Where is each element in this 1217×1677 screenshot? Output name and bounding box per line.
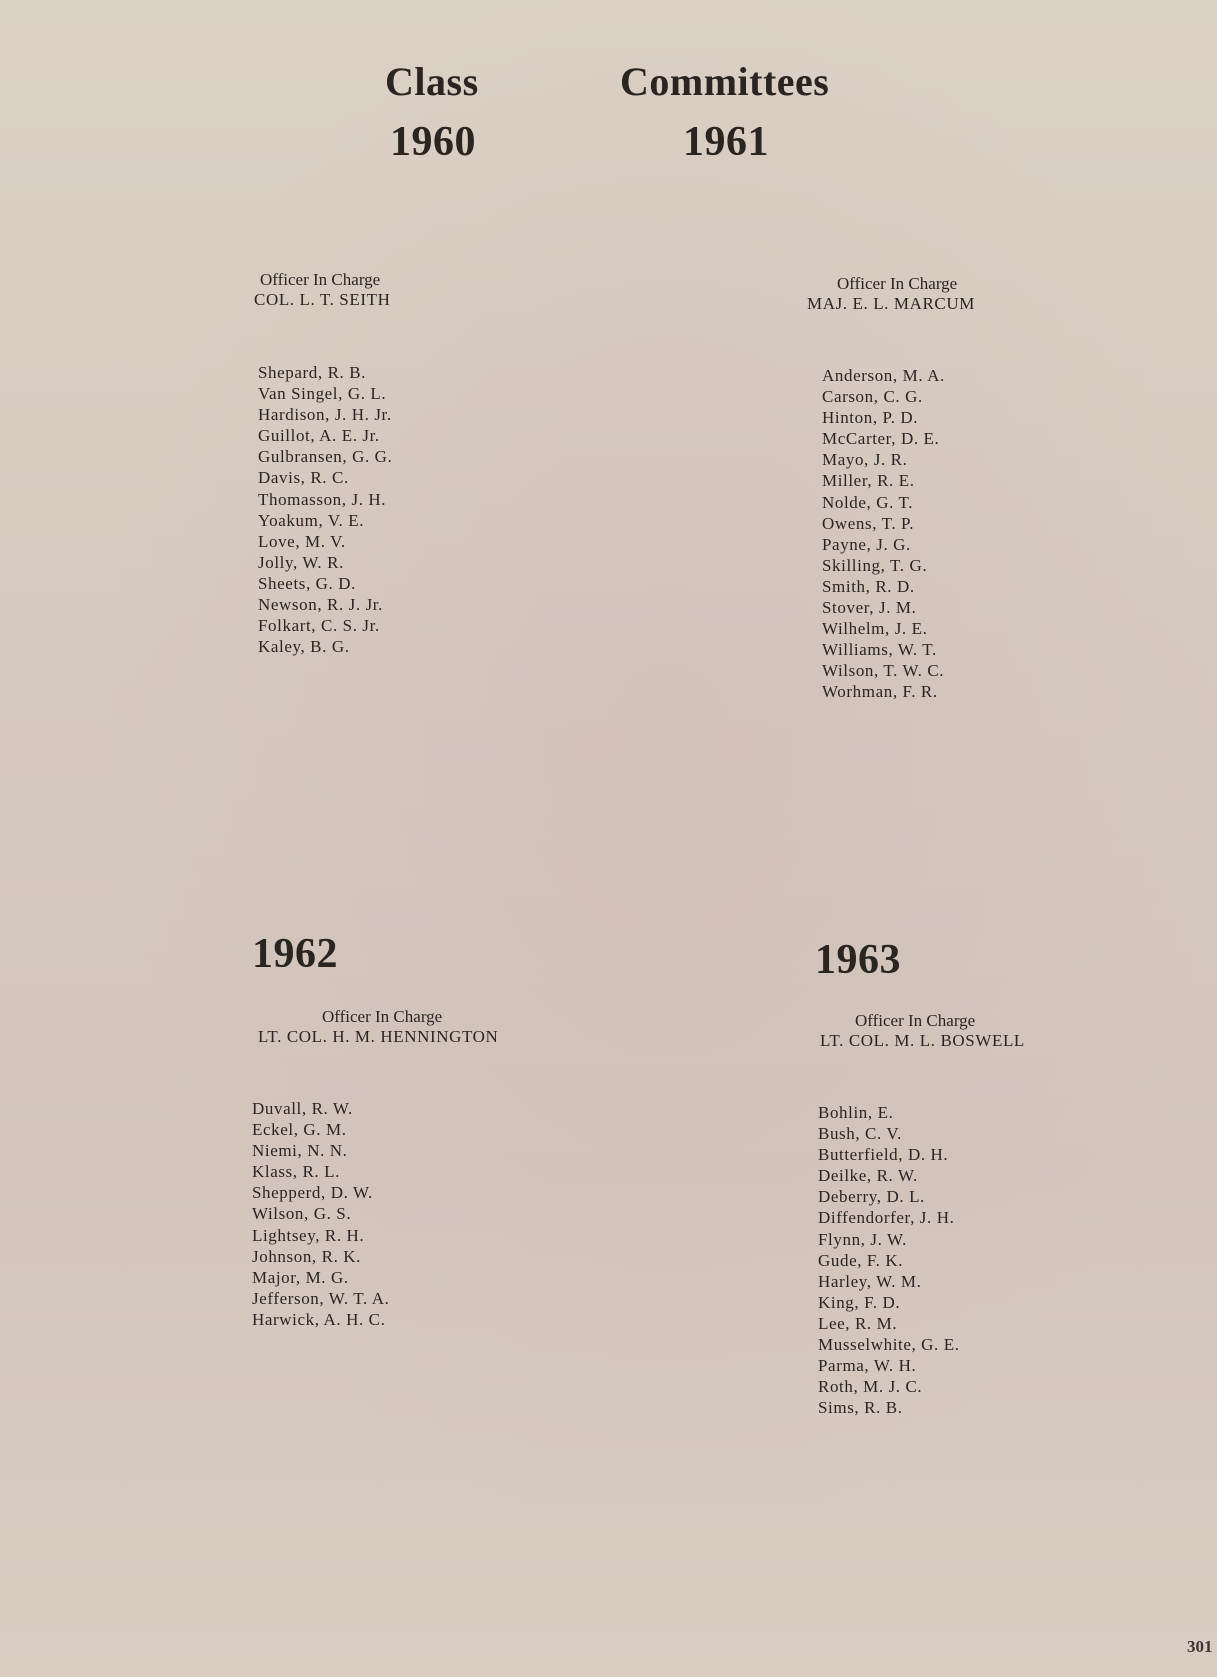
member-name: McCarter, D. E. bbox=[822, 429, 940, 449]
member-name: Thomasson, J. H. bbox=[258, 489, 387, 509]
officer-in-charge-name: LT. COL. H. M. HENNINGTON bbox=[258, 1027, 499, 1046]
member-name: Bush, C. V. bbox=[818, 1124, 902, 1144]
member-name: Butterfield, D. H. bbox=[818, 1145, 949, 1165]
member-name: Jolly, W. R. bbox=[258, 552, 344, 572]
member-name: Jefferson, W. T. A. bbox=[252, 1288, 390, 1308]
member-list-1962 bbox=[252, 1098, 389, 1330]
member-name: Wilson, G. S. bbox=[252, 1204, 352, 1224]
member-name: Hardison, J. H. Jr. bbox=[258, 405, 392, 425]
officer-in-charge-name: COL. L. T. SEITH bbox=[254, 290, 391, 309]
member-name: Nolde, G. T. bbox=[822, 492, 914, 512]
page-number: 301 bbox=[1187, 1637, 1213, 1656]
member-name: Sims, R. B. bbox=[818, 1398, 903, 1418]
member-name: Payne, J. G. bbox=[822, 534, 911, 554]
officer-in-charge-label: Officer In Charge bbox=[837, 274, 958, 293]
committee-1960 bbox=[254, 270, 390, 310]
member-name: Flynn, J. W. bbox=[818, 1229, 907, 1249]
member-name: Love, M. V. bbox=[258, 531, 346, 551]
member-name: Carson, C. G. bbox=[822, 387, 923, 407]
member-name: King, F. D. bbox=[818, 1292, 901, 1312]
member-name: Major, M. G. bbox=[252, 1267, 349, 1287]
member-name: Yoakum, V. E. bbox=[258, 510, 365, 530]
member-name: Musselwhite, G. E. bbox=[818, 1335, 960, 1355]
member-name: Skilling, T. G. bbox=[822, 555, 928, 575]
member-name: Deilke, R. W. bbox=[818, 1166, 918, 1186]
member-name: Miller, R. E. bbox=[822, 471, 915, 491]
officer-in-charge-label: Officer In Charge bbox=[260, 270, 381, 289]
officer-in-charge-label: Officer In Charge bbox=[855, 1011, 976, 1030]
member-name: Shepard, R. B. bbox=[258, 363, 367, 382]
member-list-1963 bbox=[818, 1102, 960, 1418]
member-name: Folkart, C. S. Jr. bbox=[258, 616, 380, 636]
member-name: Niemi, N. N. bbox=[252, 1141, 348, 1161]
officer-in-charge-name: MAJ. E. L. MARCUM bbox=[807, 294, 975, 313]
member-name: Hinton, P. D. bbox=[822, 408, 919, 428]
member-name: Roth, M. J. C. bbox=[818, 1377, 923, 1397]
member-name: Klass, R. L. bbox=[252, 1162, 340, 1182]
member-name: Guillot, A. E. Jr. bbox=[258, 426, 380, 446]
committee-1963 bbox=[820, 1011, 1025, 1051]
member-name: Van Singel, G. L. bbox=[258, 384, 387, 404]
member-name: Worhman, F. R. bbox=[822, 682, 938, 702]
member-name: Kaley, B. G. bbox=[258, 637, 350, 657]
year-1960-heading: 1960 bbox=[390, 119, 476, 165]
member-name: Lee, R. M. bbox=[818, 1313, 898, 1333]
committee-1962 bbox=[258, 1007, 498, 1047]
officer-in-charge-name: LT. COL. M. L. BOSWELL bbox=[820, 1031, 1025, 1050]
member-name: Mayo, J. R. bbox=[822, 450, 908, 470]
member-name: Stover, J. M. bbox=[822, 598, 917, 618]
member-name: Harley, W. M. bbox=[818, 1271, 922, 1291]
member-name: Smith, R. D. bbox=[822, 576, 915, 596]
officer-in-charge-label: Officer In Charge bbox=[322, 1007, 443, 1026]
member-name: Wilhelm, J. E. bbox=[822, 619, 928, 639]
member-name: Johnson, R. K. bbox=[252, 1246, 361, 1266]
member-name: Duvall, R. W. bbox=[252, 1099, 353, 1118]
member-name: Lightsey, R. H. bbox=[252, 1225, 365, 1245]
member-name: Bohlin, E. bbox=[818, 1103, 894, 1122]
member-name: Shepperd, D. W. bbox=[252, 1183, 373, 1203]
member-name: Sheets, G. D. bbox=[258, 573, 356, 593]
year-1963-heading: 1963 bbox=[815, 937, 901, 983]
member-name: Anderson, M. A. bbox=[822, 366, 945, 385]
member-name: Owens, T. P. bbox=[822, 513, 915, 533]
member-name: Deberry, D. L. bbox=[818, 1187, 925, 1207]
year-1961-heading: 1961 bbox=[683, 119, 769, 165]
committee-1961 bbox=[807, 274, 975, 314]
member-name: Williams, W. T. bbox=[822, 640, 937, 660]
heading-committees: Committees bbox=[620, 59, 830, 104]
heading-class: Class bbox=[385, 59, 479, 104]
member-name: Harwick, A. H. C. bbox=[252, 1309, 386, 1329]
member-name: Gude, F. K. bbox=[818, 1250, 904, 1270]
member-list-1960 bbox=[258, 362, 392, 657]
member-name: Eckel, G. M. bbox=[252, 1120, 347, 1140]
member-name: Wilson, T. W. C. bbox=[822, 661, 945, 681]
member-name: Gulbransen, G. G. bbox=[258, 447, 393, 467]
member-name: Diffendorfer, J. H. bbox=[818, 1208, 955, 1228]
member-name: Newson, R. J. Jr. bbox=[258, 595, 383, 615]
member-name: Parma, W. H. bbox=[818, 1356, 917, 1376]
member-list-1961 bbox=[822, 365, 945, 703]
member-name: Davis, R. C. bbox=[258, 468, 349, 488]
year-1962-heading: 1962 bbox=[252, 931, 338, 977]
